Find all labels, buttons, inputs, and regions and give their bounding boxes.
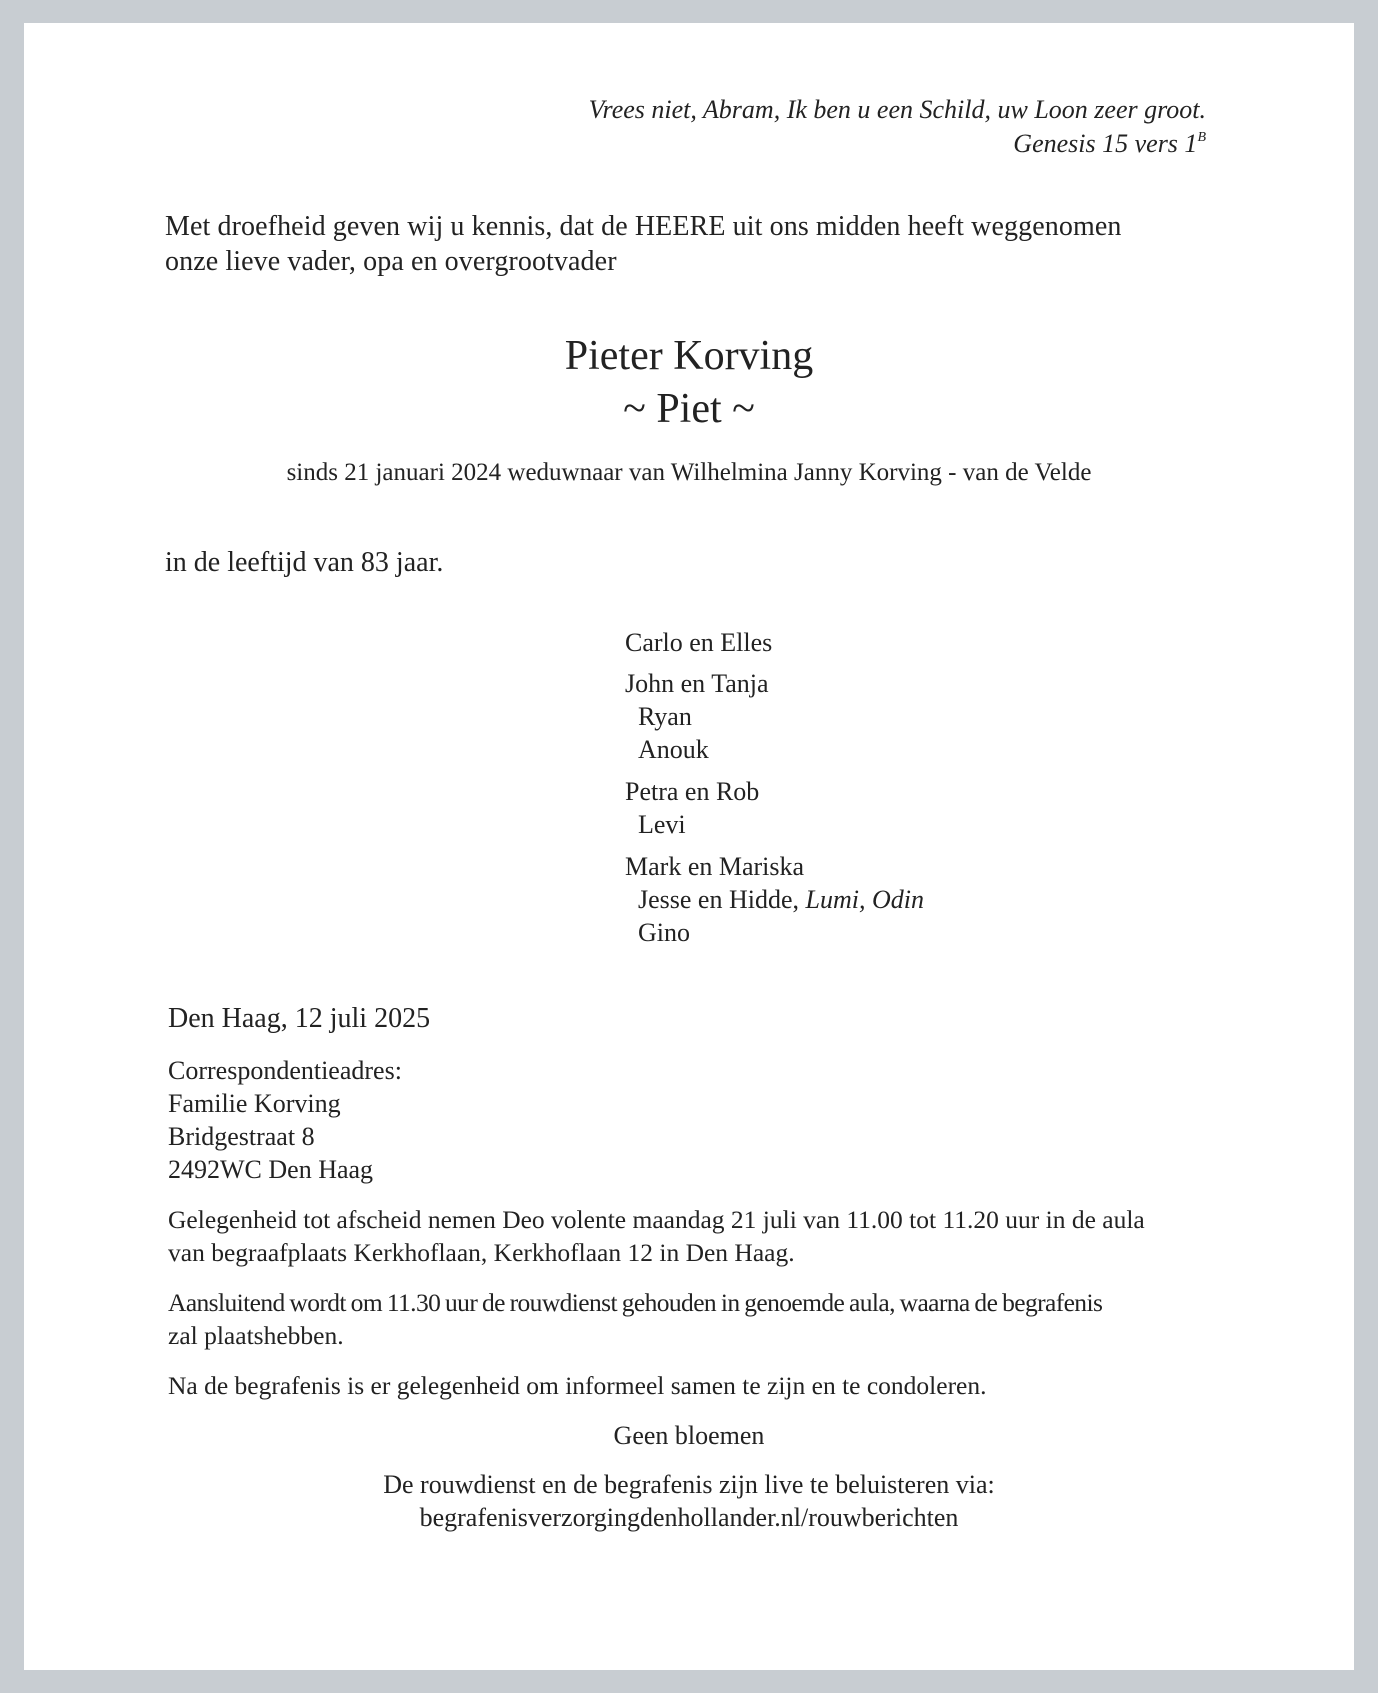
age-line: in de leeftijd van 83 jaar. [165,547,444,578]
address-line-3: 2492WC Den Haag [168,1155,374,1184]
widower-line: sinds 21 januari 2024 weduwnaar van Wilhelmina Janny Korving - van de Velde [286,459,1092,486]
family-group-4-child-1-italic: Lumi, Odin [805,885,924,914]
family-group-4-child-1-names: Jesse en Hidde, [638,885,806,914]
family-group-2-child-2: Anouk [638,735,709,764]
farewell-line-1: Gelegenheid tot afscheid nemen Deo volente maandag 21 juli van 11.00 tot 11.20 uur in de aula [168,1205,1145,1234]
family-group-1: Carlo en Elles [625,628,773,657]
livestream-line-1: De rouwdienst en de begrafenis zijn live te beluisteren via: [383,1470,995,1499]
no-flowers: Geen bloemen [613,1421,765,1450]
motto-verse: Vrees niet, Abram, Ik ben u een Schild, uw Loon zeer groot. [588,95,1206,124]
family-group-2: John en Tanja [625,669,769,698]
family-group-4-child-2: Gino [638,918,690,947]
motto-reference-sup: B [1197,130,1206,145]
family-group-4-child-1 [638,883,924,916]
intro-line-2: onze lieve vader, opa en overgrootvader [165,246,617,277]
intro-line-1: Met droefheid geven wij u kennis, dat de HEERE uit ons midden heeft weggenomen [165,211,1122,242]
death-notice-card [24,23,1354,1670]
place-date: Den Haag, 12 juli 2025 [168,1003,431,1034]
livestream-url: begrafenisverzorgingdenhollander.nl/rouwberichten [419,1503,959,1532]
family-group-3: Petra en Rob [625,777,760,806]
address-label: Correspondentieadres: [168,1056,402,1085]
motto-reference [1013,127,1206,161]
service-line-2: zal plaatshebben. [168,1321,344,1350]
address-line-1: Familie Korving [168,1089,341,1118]
motto-reference-text: Genesis 15 vers 1 [1013,129,1198,158]
family-group-3-child-1: Levi [638,810,686,839]
family-group-2-child-1: Ryan [638,702,692,731]
farewell-line-2: van begraafplaats Kerkhoflaan, Kerkhoflaan 12 in Den Haag. [168,1238,795,1267]
deceased-name: Pieter Korving [564,333,814,379]
family-group-4: Mark en Mariska [625,852,805,881]
service-line-1: Aansluitend wordt om 11.30 uur de rouwdienst gehouden in genoemde aula, waarna de begrafenis [168,1288,1103,1317]
address-line-2: Bridgestraat 8 [168,1122,315,1151]
after-funeral-line: Na de begrafenis is er gelegenheid om informeel samen te zijn en te condoleren. [168,1371,987,1400]
deceased-nickname: ~ Piet ~ [623,386,755,432]
